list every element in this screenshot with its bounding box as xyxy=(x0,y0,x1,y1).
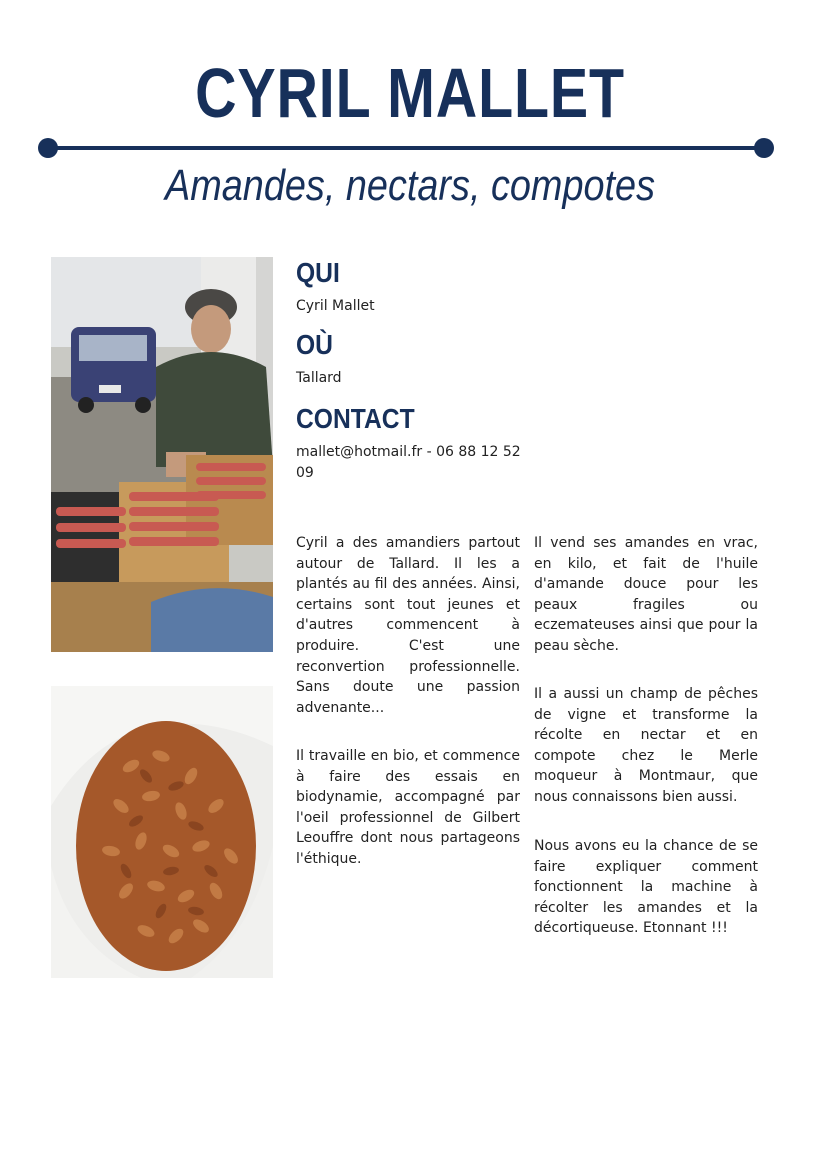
divider-dot-left xyxy=(38,138,58,158)
title-divider xyxy=(38,138,774,158)
qui-value: Cyril Mallet xyxy=(296,298,375,314)
paragraph-peaches: Il a aussi un champ de pêches de vigne et transforme la récolte en nectar et en compote chez le Merle moqueur à Montmaur, que nous connaissons bien aussi. xyxy=(534,686,758,805)
paragraph-intro: Cyril a des amandiers partout autour de Tallard. Il les a plantés au fil des années. Ainsi, certains sont tout jeunes et d'autres commencent à produire. C'est une reconvertion professionnelle. Sans doute une passion advenante... xyxy=(296,535,520,716)
divider-dot-right xyxy=(754,138,774,158)
paragraph-sales: Il vend ses amandes en vrac, en kilo, et fait de l'huile d'amande douce pour les peaux fragiles ou eczemateuses ainsi que pour la peau sèche. xyxy=(534,535,758,654)
ou-heading: OÙ xyxy=(296,329,333,360)
qui-heading: QUI xyxy=(296,257,340,288)
ou-value: Tallard xyxy=(296,370,342,386)
contact-heading: CONTACT xyxy=(296,403,415,434)
photo-almonds-bag xyxy=(51,686,273,978)
page-title: CYRIL MALLET xyxy=(195,54,625,132)
photo-farmer-with-crates xyxy=(51,257,273,652)
contact-value: mallet@hotmail.fr - 06 88 12 52 09 xyxy=(296,444,521,481)
paragraph-bio: Il travaille en bio, et commence à faire des essais en biodynamie, accompagné par l'oeil professionnel de Gilbert Leouffre dont nous partageons l'éthique. xyxy=(296,748,520,867)
page-subtitle: Amandes, nectars, compotes xyxy=(164,161,656,210)
paragraph-machine: Nous avons eu la chance de se faire expliquer comment fonctionnent la machine à récolter les amandes et la décortiqueuse. Etonnant !!! xyxy=(534,838,758,937)
divider-line xyxy=(48,146,764,150)
